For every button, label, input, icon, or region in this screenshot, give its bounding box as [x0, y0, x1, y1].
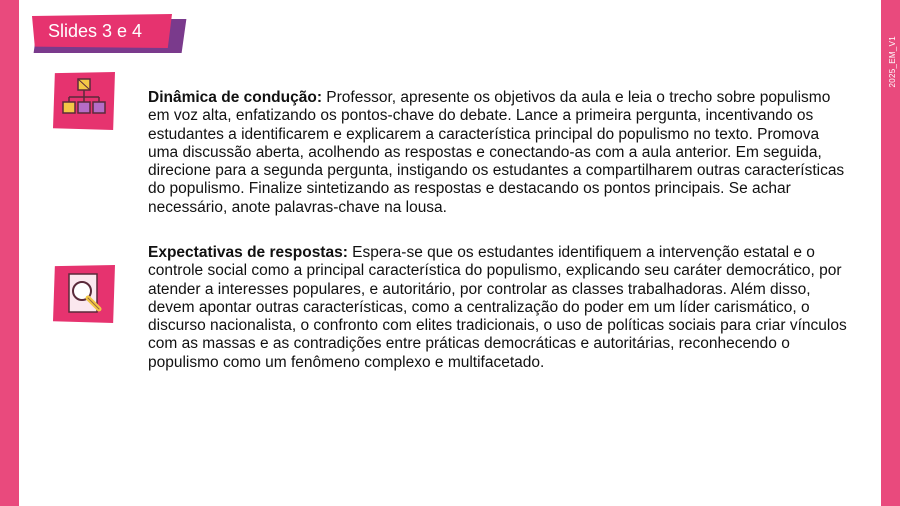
document-code: 2025_EM_V1 [888, 36, 897, 88]
slides-tag-label: Slides 3 e 4 [48, 21, 143, 41]
section-body: Professor, apresente os objetivos da aula e leia o trecho sobre populismo em voz alta, enfatizando os pontos-chave do debate. Lance a primeira pergunta, incentivando os estudantes a identificarem e explicarem a característica principal do populismo no texto. Promova uma discussão aberta, acolhendo as respostas e conectando-as com a aula anterior. Em seguida, direcione para a segunda pergunta, instigando os estudantes a compartilharem outras características do populismo. Finalize sintetizando as respostas e destacando os pontos principais. Se achar necessário, anote palavras-chave na lousa. [148, 89, 845, 216]
section-heading: Dinâmica de condução: [148, 89, 322, 106]
diagram-icon [53, 72, 115, 130]
section-expected-answers [148, 244, 848, 372]
diagram-icon-graphic [53, 72, 115, 130]
section-heading: Expectativas de respostas: [148, 244, 348, 261]
magnifier-document-icon [53, 265, 115, 323]
right-accent-bar [881, 0, 900, 506]
section-conduction-dynamics [148, 89, 848, 217]
left-accent-bar [0, 0, 19, 506]
magnifier-document-graphic [53, 265, 115, 323]
slides-tag [32, 14, 185, 54]
section-body: Espera-se que os estudantes identifiquem a intervenção estatal e o controle social como a principal característica do populismo, explicando seu caráter democrático, por atender a interesses populares, e autoritário, por controlar as classes trabalhadoras. Além disso, devem apontar outras características, como a centralização do poder em um líder carismático, o discurso nacionalista, o confronto com elites tradicionais, o uso de políticas sociais para criar vínculos com as massas e as contradições entre práticas democráticas e autoritárias, reconhecendo o populismo como um fenômeno complexo e multifacetado. [148, 244, 847, 371]
